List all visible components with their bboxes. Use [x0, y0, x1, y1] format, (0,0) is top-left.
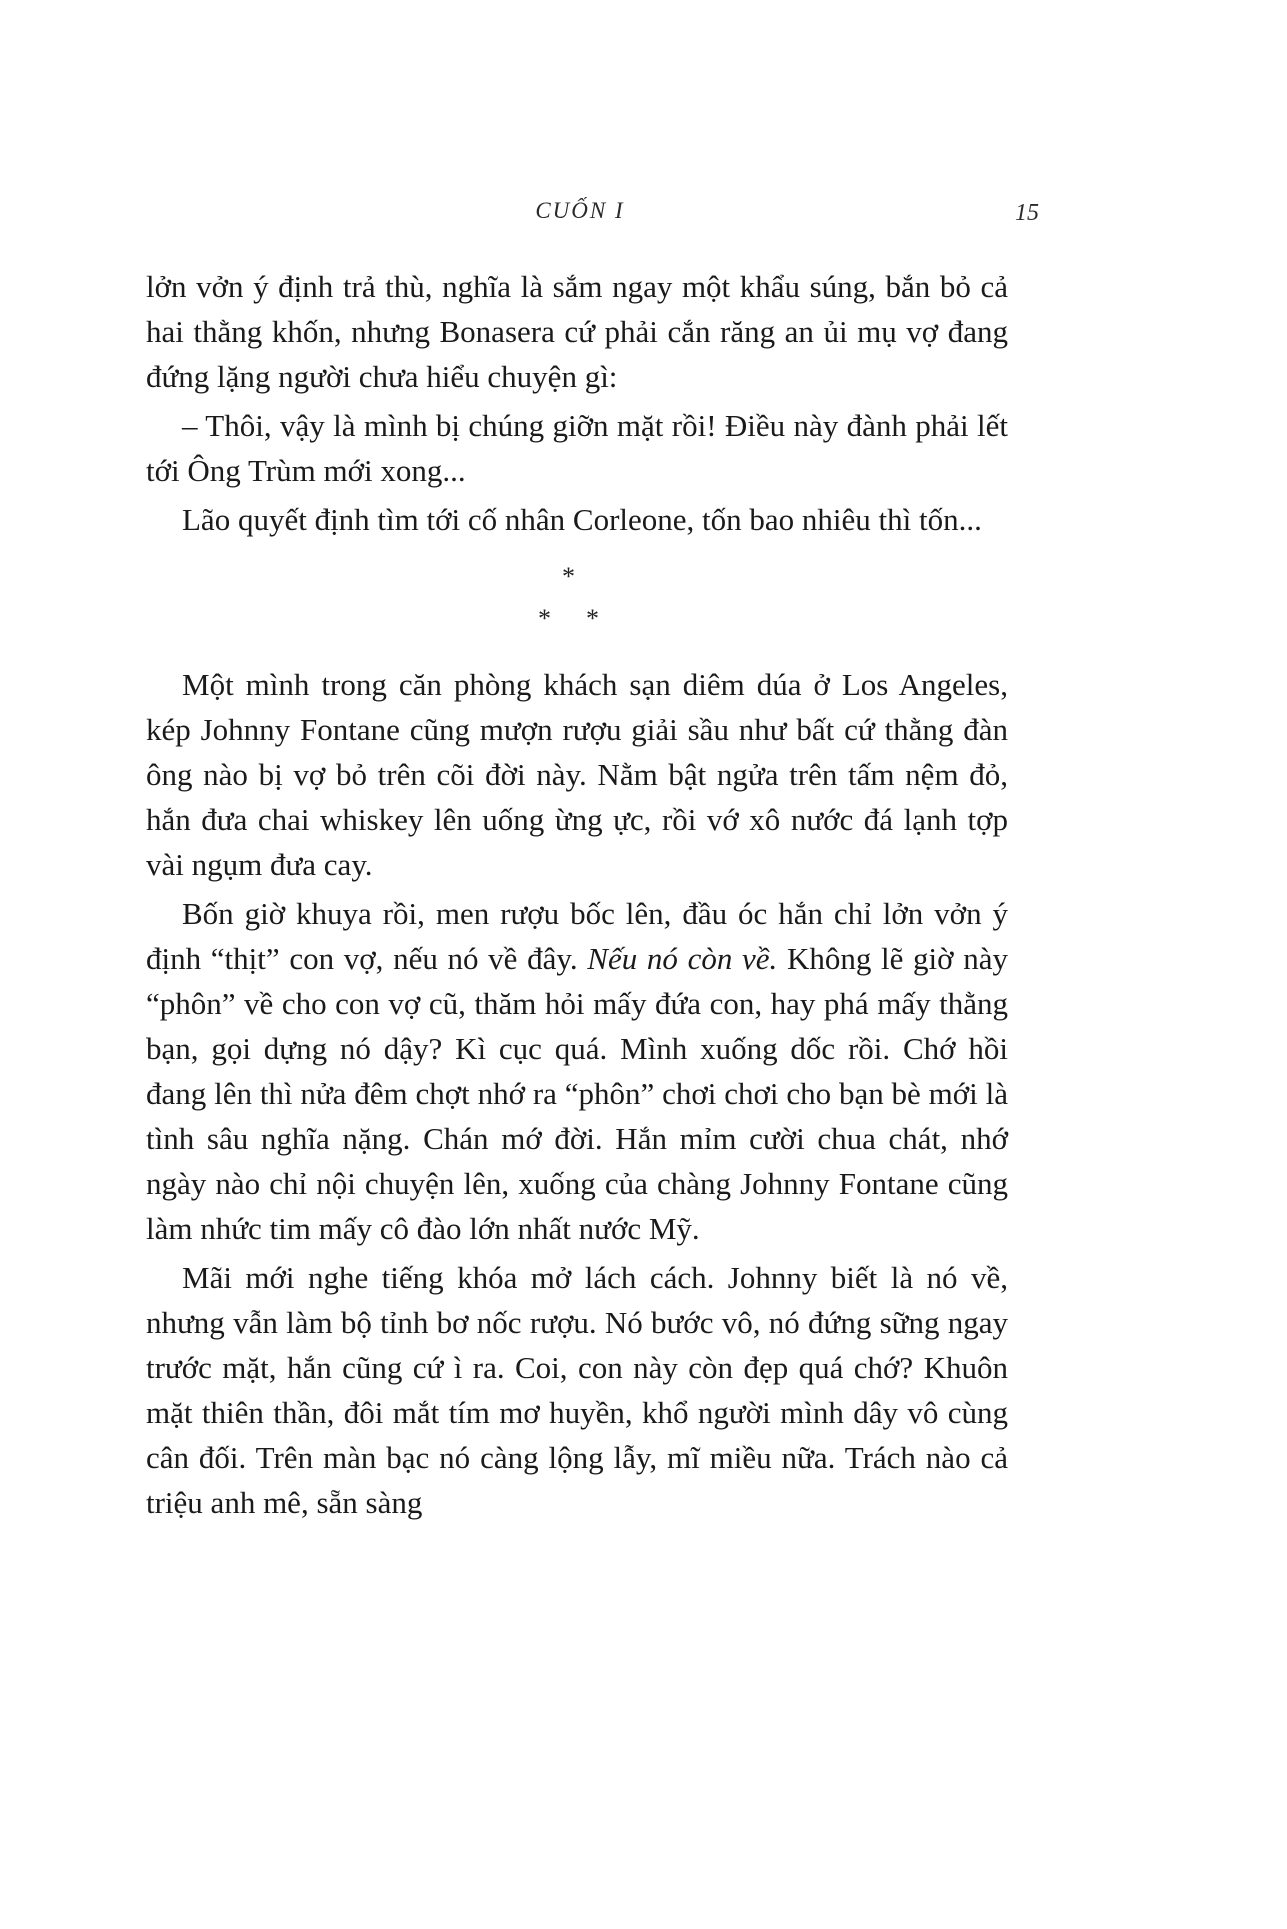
asterisk-ornament: *	[538, 604, 551, 633]
section-break	[146, 546, 1008, 656]
paragraph: Một mình trong căn phòng khách sạn diêm dúa ở Los Angeles, kép Johnny Fontane cũng mượn rượu giải sầu như bất cứ thằng đàn ông nào bị vợ bỏ trên cõi đời này. Nằm bật ngửa trên tấm nệm đỏ, hắn đưa chai whiskey lên uống ừng ực, rồi vớ xô nước đá lạnh tợp vài ngụm đưa cay.	[146, 667, 1008, 882]
italic-emphasis: Nếu nó còn về.	[587, 941, 778, 976]
paragraph	[146, 891, 1008, 1251]
paragraph-continuation: lởn vởn ý định trả thù, nghĩa là sắm ngay một khẩu súng, bắn bỏ cả hai thằng khốn, nhưng Bonasera cứ phải cắn răng an ủi mụ vợ đang đứng lặng người chưa hiểu chuyện gì:	[146, 269, 1008, 394]
paragraph-dialogue: – Thôi, vậy là mình bị chúng giỡn mặt rồi! Điều này đành phải lết tới Ông Trùm mới xong...	[146, 408, 1008, 488]
asterisk-ornament: *	[562, 562, 575, 591]
chapter-title: CUỐN I	[535, 198, 625, 223]
asterisk-ornament: *	[586, 604, 599, 633]
paragraph-text: Bốn giờ khuya rồi, men rượu bốc lên, đầu óc hắn chỉ lởn vởn ý định “thịt” con vợ, nếu nó về đây.	[146, 896, 1008, 976]
paragraph: Mãi mới nghe tiếng khóa mở lách cách. Johnny biết là nó về, nhưng vẫn làm bộ tỉnh bơ nốc rượu. Nó bước vô, nó đứng sững ngay trước mặt, hắn cũng cứ ì ra. Coi, con này còn đẹp quá chớ? Khuôn mặt thiên thần, đôi mắt tím mơ huyền, khổ người mình dây vô cùng cân đối. Trên màn bạc nó càng lộng lẫy, mĩ miều nữa. Trách nào cả triệu anh mê, sẵn sàng	[146, 1260, 1008, 1520]
running-head	[0, 198, 1287, 238]
body-text	[146, 264, 1008, 1529]
paragraph: Lão quyết định tìm tới cố nhân Corleone, tốn bao nhiêu thì tốn...	[182, 502, 982, 537]
paragraph-text: Không lẽ giờ này “phôn” về cho con vợ cũ, thăm hỏi mấy đứa con, hay phá mấy thằng bạn, gọi dựng nó dậy? Kì cục quá. Mình xuống dốc rồi. Chớ hồi đang lên thì nửa đêm chợt nhớ ra “phôn” chơi chơi cho bạn bè mới là tình sâu nghĩa nặng. Chán mớ đời. Hắn mỉm cười chua chát, nhớ ngày nào chỉ nội chuyện lên, xuống của chàng Johnny Fontane cũng làm nhức tim mấy cô đào lớn nhất nước Mỹ.	[146, 941, 1009, 1246]
page-number: 15	[1015, 200, 1039, 226]
